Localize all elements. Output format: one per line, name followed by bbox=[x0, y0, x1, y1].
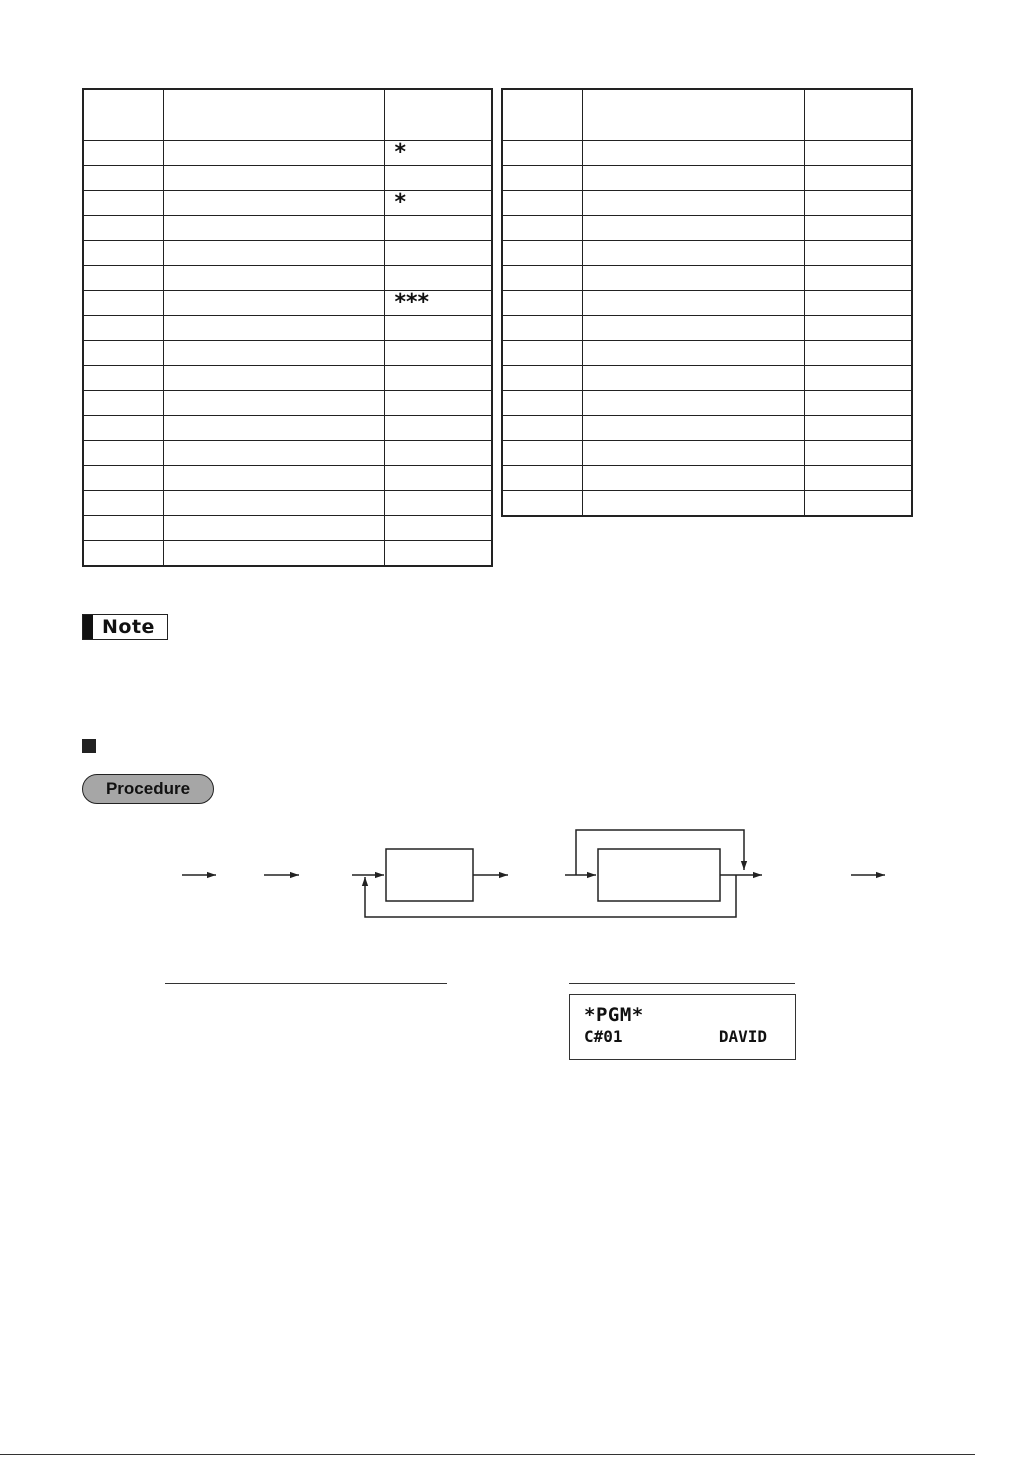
table-cell bbox=[83, 191, 163, 216]
table-cell bbox=[804, 391, 912, 416]
table-cell bbox=[502, 89, 582, 141]
table-cell bbox=[502, 266, 582, 291]
mark-cell bbox=[384, 416, 492, 441]
table-row bbox=[502, 316, 912, 341]
table-cell bbox=[582, 241, 804, 266]
table-cell bbox=[804, 491, 912, 517]
table-row bbox=[502, 266, 912, 291]
table-cell bbox=[163, 541, 384, 567]
table-row bbox=[83, 291, 492, 316]
table-cell bbox=[804, 191, 912, 216]
table-cell bbox=[502, 416, 582, 441]
table-cell bbox=[83, 491, 163, 516]
table-row bbox=[83, 491, 492, 516]
table-cell bbox=[582, 291, 804, 316]
table-cell bbox=[83, 391, 163, 416]
table-header-row bbox=[502, 89, 912, 141]
lcd-display bbox=[569, 994, 796, 1060]
table-row bbox=[83, 266, 492, 291]
table-row bbox=[502, 441, 912, 466]
table-cell bbox=[83, 316, 163, 341]
mark-cell bbox=[384, 166, 492, 191]
table-cell bbox=[502, 166, 582, 191]
table-cell bbox=[582, 391, 804, 416]
mark-cell bbox=[384, 241, 492, 266]
table-cell bbox=[83, 266, 163, 291]
table-cell bbox=[804, 216, 912, 241]
table-cell bbox=[163, 89, 384, 141]
table-cell bbox=[163, 416, 384, 441]
table-cell bbox=[804, 241, 912, 266]
procedure-flow-diagram bbox=[0, 820, 1033, 930]
table-cell bbox=[502, 216, 582, 241]
mark-cell bbox=[384, 491, 492, 516]
table-row bbox=[502, 141, 912, 166]
table-cell bbox=[502, 466, 582, 491]
table-cell bbox=[502, 141, 582, 166]
table-cell bbox=[83, 216, 163, 241]
table-cell bbox=[163, 466, 384, 491]
table-cell bbox=[502, 491, 582, 517]
settings-table-left bbox=[82, 88, 493, 567]
table-row bbox=[502, 291, 912, 316]
table-row bbox=[502, 216, 912, 241]
table-row bbox=[83, 216, 492, 241]
table-row bbox=[502, 491, 912, 517]
mark-cell bbox=[384, 341, 492, 366]
settings-table-right bbox=[501, 88, 913, 517]
table-cell bbox=[502, 291, 582, 316]
note-badge bbox=[82, 614, 168, 640]
table-row bbox=[83, 141, 492, 166]
table-cell bbox=[83, 291, 163, 316]
table-cell bbox=[804, 416, 912, 441]
procedure-badge bbox=[82, 774, 214, 804]
table-cell bbox=[163, 291, 384, 316]
table-cell bbox=[502, 341, 582, 366]
table-cell bbox=[582, 166, 804, 191]
flow-box-1 bbox=[386, 849, 473, 901]
table-cell bbox=[502, 391, 582, 416]
table-cell bbox=[163, 391, 384, 416]
table-cell bbox=[804, 266, 912, 291]
table-cell bbox=[163, 366, 384, 391]
table-cell bbox=[83, 416, 163, 441]
mark-cell bbox=[384, 316, 492, 341]
table-cell bbox=[163, 166, 384, 191]
table-cell bbox=[163, 241, 384, 266]
table-row bbox=[502, 391, 912, 416]
table-row bbox=[502, 191, 912, 216]
table-cell bbox=[582, 341, 804, 366]
table-cell bbox=[582, 491, 804, 517]
mark-cell bbox=[384, 541, 492, 567]
table-row bbox=[502, 416, 912, 441]
underline-left bbox=[165, 983, 447, 984]
note-bar-icon bbox=[83, 615, 93, 639]
flow-box-2 bbox=[598, 849, 720, 901]
table-row bbox=[502, 466, 912, 491]
table-cell bbox=[502, 441, 582, 466]
square-bullet-icon bbox=[82, 739, 96, 753]
mark-cell: * bbox=[384, 191, 492, 216]
mark-cell bbox=[384, 516, 492, 541]
table-cell bbox=[163, 141, 384, 166]
table-cell bbox=[804, 291, 912, 316]
table-cell bbox=[502, 191, 582, 216]
mark-cell: * bbox=[384, 141, 492, 166]
table-row bbox=[83, 316, 492, 341]
procedure-label: Procedure bbox=[105, 779, 191, 798]
mark-cell bbox=[384, 466, 492, 491]
mark-cell: *** bbox=[384, 291, 492, 316]
mark-cell bbox=[384, 266, 492, 291]
table-header-row bbox=[83, 89, 492, 141]
display-line-2 bbox=[584, 1026, 795, 1048]
table-cell bbox=[163, 441, 384, 466]
table-cell bbox=[83, 241, 163, 266]
table-row bbox=[83, 241, 492, 266]
table-cell bbox=[83, 541, 163, 567]
table-row bbox=[83, 541, 492, 567]
table-cell bbox=[804, 466, 912, 491]
table-cell bbox=[582, 441, 804, 466]
table-cell bbox=[163, 266, 384, 291]
display-line-1: *PGM* bbox=[584, 1004, 644, 1026]
table-row bbox=[502, 241, 912, 266]
table-row bbox=[83, 341, 492, 366]
table-cell bbox=[582, 416, 804, 441]
table-cell bbox=[83, 341, 163, 366]
table-row bbox=[502, 366, 912, 391]
table-cell bbox=[804, 89, 912, 141]
table-cell bbox=[804, 141, 912, 166]
table-cell bbox=[502, 366, 582, 391]
table-cell bbox=[582, 89, 804, 141]
table-row bbox=[83, 466, 492, 491]
table-cell bbox=[804, 316, 912, 341]
mark-cell bbox=[384, 441, 492, 466]
table-cell bbox=[502, 241, 582, 266]
table-cell bbox=[804, 366, 912, 391]
table-row bbox=[83, 516, 492, 541]
table-row bbox=[83, 416, 492, 441]
table-row bbox=[83, 441, 492, 466]
table-cell bbox=[163, 491, 384, 516]
table-cell bbox=[83, 89, 163, 141]
table-row bbox=[83, 166, 492, 191]
table-cell bbox=[83, 366, 163, 391]
table-cell bbox=[163, 516, 384, 541]
mark-cell bbox=[384, 391, 492, 416]
table-cell bbox=[582, 266, 804, 291]
table-cell bbox=[804, 341, 912, 366]
table-cell bbox=[804, 166, 912, 191]
table-cell bbox=[163, 216, 384, 241]
table-cell bbox=[163, 341, 384, 366]
table-row bbox=[83, 391, 492, 416]
table-row bbox=[83, 366, 492, 391]
table-cell bbox=[582, 216, 804, 241]
underline-right bbox=[569, 983, 795, 984]
table-cell bbox=[582, 316, 804, 341]
table-cell bbox=[83, 516, 163, 541]
table-cell bbox=[582, 466, 804, 491]
display-clerk-code: C#01 bbox=[584, 1027, 623, 1046]
footer-rule bbox=[0, 1454, 975, 1455]
display-clerk-name: DAVID bbox=[718, 1027, 768, 1046]
table-row bbox=[83, 191, 492, 216]
table-cell bbox=[83, 166, 163, 191]
table-cell bbox=[804, 441, 912, 466]
table-cell bbox=[582, 191, 804, 216]
mark-cell bbox=[384, 216, 492, 241]
table-cell bbox=[582, 366, 804, 391]
table-row bbox=[502, 341, 912, 366]
table-row bbox=[502, 166, 912, 191]
table-cell bbox=[163, 316, 384, 341]
flow-loop-top bbox=[576, 830, 744, 875]
table-cell bbox=[163, 191, 384, 216]
mark-cell bbox=[384, 366, 492, 391]
mark-cell bbox=[384, 89, 492, 141]
table-cell bbox=[83, 141, 163, 166]
note-label: Note bbox=[102, 616, 155, 638]
flow-loop-bottom bbox=[365, 875, 736, 917]
table-cell bbox=[582, 141, 804, 166]
table-cell bbox=[502, 316, 582, 341]
table-cell bbox=[83, 441, 163, 466]
table-cell bbox=[83, 466, 163, 491]
